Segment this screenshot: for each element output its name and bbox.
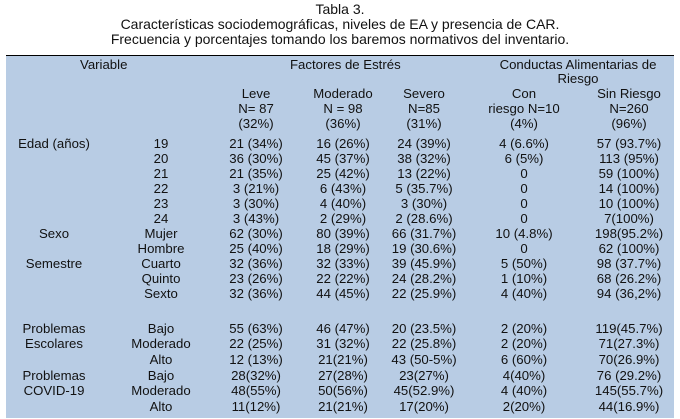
cell-value: 145(55.7%) bbox=[594, 383, 664, 398]
cell-value: 4 (6.6%) bbox=[499, 136, 549, 151]
cell-value: 22 (25%) bbox=[229, 336, 283, 351]
cell-value: 0 bbox=[520, 166, 528, 181]
cell-value: 4 (40%) bbox=[500, 383, 548, 398]
cell-value: 0 bbox=[520, 241, 528, 256]
header-col-2-line-3: (36%) bbox=[325, 116, 361, 131]
table-caption bbox=[0, 2, 680, 47]
cell-value: 6 (60%) bbox=[500, 352, 548, 367]
cell-value: 4 (40%) bbox=[500, 286, 548, 301]
cell-value: 4(40%) bbox=[502, 368, 546, 383]
row-category: Mujer bbox=[144, 226, 178, 241]
cell-value: 32 (36%) bbox=[229, 256, 283, 271]
cell-value: 0 bbox=[520, 181, 528, 196]
cell-value: 3 (30%) bbox=[232, 196, 280, 211]
cell-value: 70(26.9%) bbox=[598, 352, 660, 367]
cell-value: 21(21%) bbox=[318, 352, 368, 367]
cell-value: 6 (43%) bbox=[319, 181, 367, 196]
header-col-1-line-2: N= 87 bbox=[238, 101, 274, 116]
cell-value: 66 (31.7%) bbox=[391, 226, 457, 241]
cell-value: 23(27%) bbox=[399, 368, 449, 383]
cell-value: 28(32%) bbox=[231, 368, 281, 383]
header-col-4-line-2: riesgo N=10 bbox=[488, 101, 560, 116]
cell-value: 36 (30%) bbox=[229, 151, 283, 166]
cell-value: 80 (39%) bbox=[316, 226, 370, 241]
cell-value: 3 (21%) bbox=[232, 181, 280, 196]
cell-value: 44(16.9%) bbox=[598, 399, 660, 414]
cell-value: 25 (42%) bbox=[316, 166, 370, 181]
cell-value: 22 (25.8%) bbox=[391, 336, 457, 351]
cell-value: 2 (28.6%) bbox=[395, 211, 453, 226]
cell-value: 76 (29.2%) bbox=[596, 368, 662, 383]
header-factores-estres: Factores de Estrés bbox=[290, 57, 401, 72]
cell-value: 24 (39%) bbox=[397, 136, 451, 151]
cell-value: 0 bbox=[520, 211, 528, 226]
row-category: Moderado bbox=[131, 383, 191, 398]
cell-value: 198(95.2%) bbox=[594, 226, 664, 241]
cell-value: 23 (26%) bbox=[229, 271, 283, 286]
cell-value: 3 (43%) bbox=[232, 211, 280, 226]
row-category: 20 bbox=[153, 151, 169, 166]
row-category: Alto bbox=[149, 352, 173, 367]
cell-value: 1 (10%) bbox=[500, 271, 548, 286]
cell-value: 25 (40%) bbox=[229, 241, 283, 256]
cell-value: 2 (20%) bbox=[500, 321, 548, 336]
row-category: 24 bbox=[153, 211, 169, 226]
cell-value: 2(20%) bbox=[502, 399, 546, 414]
cell-value: 38 (32%) bbox=[397, 151, 451, 166]
cell-value: 119(45.7%) bbox=[595, 321, 663, 336]
row-group-label: Problemas bbox=[22, 368, 86, 383]
cell-value: 4 (40%) bbox=[319, 196, 367, 211]
header-col-3-line-1: Severo bbox=[403, 86, 445, 101]
header-col-2-line-1: Moderado bbox=[313, 86, 373, 101]
row-group-label: Problemas bbox=[22, 321, 86, 336]
cell-value: 20 (23.5%) bbox=[391, 321, 457, 336]
row-group-label: COVID-19 bbox=[23, 383, 85, 398]
table-title-line-2: Frecuencia y porcentajes tomando los baremos normativos del inventario. bbox=[110, 31, 570, 47]
table-number: Tabla 3. bbox=[315, 1, 365, 17]
header-variable: Variable bbox=[80, 57, 128, 72]
cell-value: 0 bbox=[520, 196, 528, 211]
cell-value: 10 (4.8%) bbox=[495, 226, 553, 241]
cell-value: 27(28%) bbox=[318, 368, 368, 383]
cell-value: 46 (47%) bbox=[316, 321, 370, 336]
cell-value: 21(21%) bbox=[318, 399, 368, 414]
data-table bbox=[6, 55, 674, 418]
cell-value: 13 (22%) bbox=[397, 166, 451, 181]
cell-value: 98 (37.7%) bbox=[596, 256, 662, 271]
header-conductas-line-2: Riesgo bbox=[557, 71, 599, 86]
header-col-5-line-3: (96%) bbox=[611, 116, 647, 131]
row-category: 21 bbox=[153, 166, 169, 181]
cell-value: 22 (22%) bbox=[316, 271, 370, 286]
cell-value: 39 (45.9%) bbox=[391, 256, 457, 271]
header-col-3-line-2: N=85 bbox=[408, 101, 440, 116]
header-col-5-line-2: N=260 bbox=[609, 101, 649, 116]
row-category: Bajo bbox=[147, 321, 175, 336]
row-group-label: Escolares bbox=[25, 336, 83, 351]
cell-value: 31 (32%) bbox=[316, 336, 370, 351]
header-col-1-line-3: (32%) bbox=[238, 116, 274, 131]
cell-value: 18 (29%) bbox=[316, 241, 370, 256]
cell-value: 7(100%) bbox=[604, 211, 654, 226]
header-col-2-line-2: N = 98 bbox=[323, 101, 363, 116]
cell-value: 32 (33%) bbox=[316, 256, 370, 271]
cell-value: 10 (100%) bbox=[598, 196, 660, 211]
cell-value: 43 (50-5%) bbox=[391, 352, 457, 367]
cell-value: 24 (28.2%) bbox=[391, 271, 457, 286]
row-group-label: Semestre bbox=[25, 256, 83, 271]
cell-value: 44 (45%) bbox=[316, 286, 370, 301]
row-category: Bajo bbox=[147, 368, 175, 383]
cell-value: 71(27.3%) bbox=[598, 336, 660, 351]
row-category: 23 bbox=[153, 196, 169, 211]
header-col-4-line-3: (4%) bbox=[510, 116, 538, 131]
row-group-label: Edad (años) bbox=[18, 136, 90, 151]
row-category: Alto bbox=[149, 399, 173, 414]
cell-value: 59 (100%) bbox=[598, 166, 660, 181]
cell-value: 45 (37%) bbox=[316, 151, 370, 166]
cell-value: 21 (34%) bbox=[229, 136, 283, 151]
cell-value: 21 (35%) bbox=[229, 166, 283, 181]
header-col-4-line-1: Con bbox=[511, 86, 537, 101]
header-conductas-line-1: Conductas Alimentarias de bbox=[499, 57, 657, 72]
cell-value: 32 (36%) bbox=[229, 286, 283, 301]
table-title-line-1: Características sociodemográficas, niveles de EA y presencia de CAR. bbox=[120, 16, 560, 32]
cell-value: 113 (95%) bbox=[599, 151, 659, 166]
cell-value: 14 (100%) bbox=[598, 181, 660, 196]
cell-value: 12 (13%) bbox=[229, 352, 283, 367]
cell-value: 3 (30%) bbox=[400, 196, 448, 211]
cell-value: 5 (35.7%) bbox=[395, 181, 453, 196]
cell-value: 55 (63%) bbox=[229, 321, 283, 336]
cell-value: 2 (29%) bbox=[319, 211, 367, 226]
cell-value: 2 (20%) bbox=[500, 336, 548, 351]
cell-value: 62 (30%) bbox=[229, 226, 283, 241]
cell-value: 48(55%) bbox=[231, 383, 281, 398]
row-category: Moderado bbox=[131, 336, 191, 351]
cell-value: 6 (5%) bbox=[504, 151, 544, 166]
cell-value: 68 (26.2%) bbox=[596, 271, 662, 286]
cell-value: 19 (30.6%) bbox=[391, 241, 457, 256]
row-group-label: Sexo bbox=[38, 226, 70, 241]
cell-value: 16 (26%) bbox=[316, 136, 370, 151]
cell-value: 57 (93.7%) bbox=[596, 136, 662, 151]
header-col-1-line-1: Leve bbox=[241, 86, 271, 101]
cell-value: 50(56%) bbox=[318, 383, 368, 398]
row-category: Quinto bbox=[141, 271, 181, 286]
row-category: 22 bbox=[153, 181, 169, 196]
cell-value: 17(20%) bbox=[399, 399, 449, 414]
cell-value: 62 (100%) bbox=[598, 241, 660, 256]
cell-value: 22 (25.9%) bbox=[391, 286, 457, 301]
row-category: 19 bbox=[153, 136, 169, 151]
row-category: Cuarto bbox=[141, 256, 181, 271]
cell-value: 11(12%) bbox=[231, 399, 281, 414]
row-category: Hombre bbox=[137, 241, 185, 256]
cell-value: 5 (50%) bbox=[500, 256, 548, 271]
cell-value: 94 (36,2%) bbox=[596, 286, 662, 301]
header-col-5-line-1: Sin Riesgo bbox=[597, 86, 661, 101]
header-col-3-line-3: (31%) bbox=[406, 116, 442, 131]
cell-value: 45(52.9%) bbox=[393, 383, 455, 398]
row-category: Sexto bbox=[144, 286, 178, 301]
